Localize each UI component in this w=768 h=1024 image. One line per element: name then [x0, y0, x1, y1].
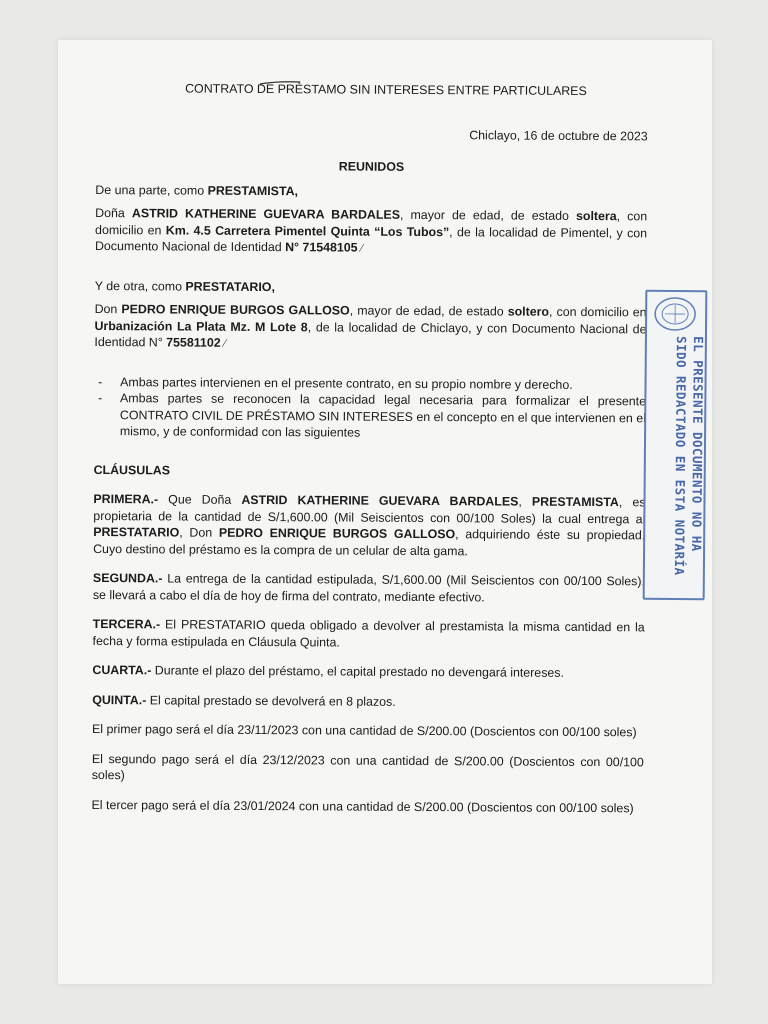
- place-date: Chiclayo, 16 de octubre de 2023: [469, 127, 648, 143]
- stamp-text: EL PRESENTE DOCUMENTO NO HA SIDO REDACTADO EN ESTA NOTARÍA: [671, 335, 706, 576]
- check-mark-icon: ⁄: [224, 337, 226, 350]
- lender-dni: N° 71548105: [285, 240, 358, 255]
- notary-seal-icon: [653, 296, 697, 332]
- payment-1: El primer pago será el día 23/11/2023 con una cantidad de S/200.00 (Doscientos con 00/100 soles): [91, 721, 637, 740]
- clause-segunda: SEGUNDA.- La entrega de la cantidad estipulada, S/1,600.00 (Mil Seiscientos con 00/100 Soles), se llevará a cabo el día de hoy de firma del contrato, mediante efectivo.: [92, 570, 645, 604]
- notary-stamp: [643, 290, 708, 601]
- payment-3: El tercer pago será el día 23/01/2024 con una cantidad de S/200.00 (Doscientos con 00/100 soles): [91, 797, 634, 815]
- contract-body: [92, 80, 648, 816]
- reunidos-heading: REUNIDOS: [338, 159, 405, 174]
- clause-quinta: QUINTA.- El capital prestado se devolverá en 8 plazos.: [92, 692, 396, 709]
- payment-2: El segundo pago será el día 23/12/2023 con una cantidad de S/200.00 (Doscientos con 00/100 soles): [91, 751, 644, 783]
- clausulas-heading: CLÁUSULAS: [93, 462, 171, 477]
- lender-intro: De una parte, como PRESTAMISTA,: [95, 182, 299, 198]
- clause-primera: PRIMERA.- Que Doña ASTRID KATHERINE GUEVARA BARDALES, PRESTAMISTA, es propietaria de la cantidad de S/1,600.00 (Mil Seiscientos con 00/100 Soles) la cual entrega al PRESTATARIO, Don PEDRO ENRIQUE BURGOS GALLOSO, adquiriendo éste su propiedad. Cuyo destino del préstamo es la compra de un celular de alta gama.: [93, 491, 646, 558]
- contract-title: CONTRATO DE PRÉSTAMO SIN INTERESES ENTRE PARTICULARES: [185, 81, 587, 98]
- clause-cuarta: CUARTA.- Durante el plazo del préstamo, el capital prestado no devengará intereses.: [92, 662, 564, 680]
- clause-tercera: TERCERA.- El PRESTATARIO queda obligado a devolver al prestamista la misma cantidad en la fecha y forma estipulada en Cláusula Quinta.: [92, 616, 645, 649]
- list-item: - Ambas partes se reconocen la capacidad legal necesaria para formalizar el presente CONTRATO CIVIL DE PRÉSTAMO SIN INTERESES en el concepto en el que intervienen en el mismo, y de conformidad con las siguientes: [98, 391, 647, 440]
- borrower-intro: Y de otra, como PRESTATARIO,: [94, 278, 275, 294]
- lender-paragraph: Doña ASTRID KATHERINE GUEVARA BARDALES, mayor de edad, de estado soltera, con domicilio en Km. 4.5 Carretera Pimentel Quinta “Los Tubos”, de la localidad de Pimentel, y con Documento Nacional de Identidad N° 71548105 ⁄: [94, 205, 648, 255]
- borrower-name: PEDRO ENRIQUE BURGOS GALLOSO: [121, 302, 350, 318]
- borrower-address: Urbanización La Plata Mz. M Lote 8: [94, 318, 308, 334]
- check-mark-icon: ⁄: [361, 242, 363, 255]
- list-item: - Ambas partes intervienen en el presente contrato, en su propio nombre y derecho.: [98, 374, 573, 392]
- lender-address: Km. 4.5 Carretera Pimentel Quinta “Los Tubos”: [165, 222, 450, 239]
- borrower-dni: 75581102: [166, 335, 221, 350]
- lender-name: ASTRID KATHERINE GUEVARA BARDALES: [131, 206, 401, 222]
- borrower-paragraph: Don PEDRO ENRIQUE BURGOS GALLOSO, mayor de edad, de estado soltero, con domicilio en Urbanización La Plata Mz. M Lote 8, de la localidad de Chiclayo, y con Documento Nacional de Identidad N° 75581102 ⁄: [94, 301, 647, 350]
- parties-terms-list: [94, 373, 646, 442]
